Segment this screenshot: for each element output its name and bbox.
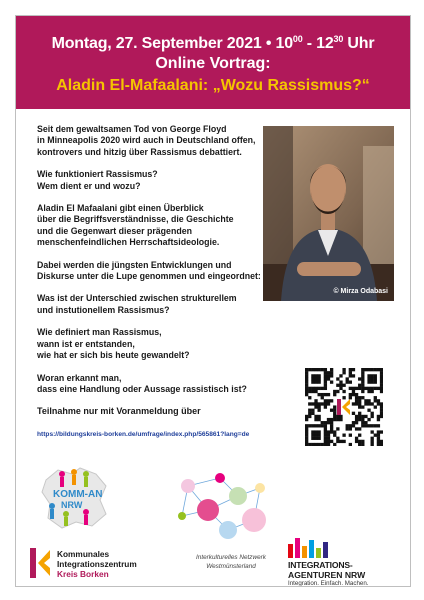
description-text xyxy=(37,124,267,451)
paragraph-questions: Wie funktioniert Rassismus? Wem dient er und wozu? xyxy=(37,169,158,191)
paragraph-intro: Seit dem gewaltsamen Tod von George Floyd in Minneapolis 2020 wird auch in Deutschland offen, kontrovers und hitzig über Rassismus debattiert. xyxy=(37,124,256,157)
komm-an-nrw-text: NRW xyxy=(61,500,83,510)
paragraph-definition: Wie definiert man Rassismus, wann ist er entstanden, wie hat er sich bis heute gewandelt? xyxy=(37,327,190,361)
flyer-page xyxy=(15,15,411,587)
event-type: Online Vortrag: xyxy=(155,55,271,72)
qr-center-ki-icon xyxy=(337,399,350,415)
bars-icon xyxy=(288,536,332,558)
event-title: Aladin El-Mafaalani: „Wozu Rassismus?“ xyxy=(56,77,370,94)
ia-text-line2: AGENTUREN NRW xyxy=(288,570,366,580)
ia-text-line1: INTEGRATIONS- xyxy=(288,560,353,570)
integrationsagenturen-nrw-logo xyxy=(288,536,398,587)
qr-code-image xyxy=(305,368,383,446)
paragraph-developments: Dabei werden die jüngsten Entwicklungen und Diskurse unter die Lupe genommen und eingeordnet: xyxy=(37,259,261,282)
network-icon xyxy=(168,466,288,552)
ki-text-line1: Kommunales xyxy=(57,549,110,559)
speaker-portrait-image xyxy=(263,126,394,301)
ki-mark-icon xyxy=(30,548,52,578)
paragraph-overview: Aladin El Mafaalani gibt einen Überblick über die Begriffsverständnisse, die Geschichte und die Gegenwart dieser prägenden menschenfeindlichen Herrschaftsideologie. xyxy=(37,203,234,248)
header-banner xyxy=(16,16,410,109)
event-date-time: Montag, 27. September 2021 • $10^{00} - 12^{30}$ Uhr xyxy=(51,34,375,52)
komm-an-text: KOMM-AN xyxy=(53,489,103,500)
speaker-photo xyxy=(263,126,394,301)
registration-title: Teilnahme nur mit Voranmeldung über xyxy=(37,406,201,417)
registration-link[interactable]: https://bildungskreis-borken.de/umfrage/index.php/565861?lang=de xyxy=(37,430,250,438)
photo-credit: © Mirza Odabasi xyxy=(333,288,388,295)
inw-text-line1: Interkulturelles Netzwerk xyxy=(196,554,266,561)
paragraph-difference: Was ist der Unterschied zwischen strukturellem und instutionellem Rassismus? xyxy=(37,293,237,315)
inw-text-line2: Westmünsterland xyxy=(206,563,256,570)
registration-qr-code[interactable] xyxy=(305,368,383,446)
ki-text-line2: Integrationszentrum xyxy=(57,559,137,569)
paragraph-recognition: Woran erkannt man, dass eine Handlung oder Aussage rassistisch ist? xyxy=(37,372,247,394)
ki-text-line3: Kreis Borken xyxy=(57,569,109,579)
ki-kreis-borken-logo xyxy=(30,546,180,586)
ia-text-line3: Integration. Einfach. Machen. xyxy=(288,580,369,587)
interkulturelles-netzwerk-logo xyxy=(168,466,288,586)
komm-an-nrw-logo xyxy=(36,460,114,532)
